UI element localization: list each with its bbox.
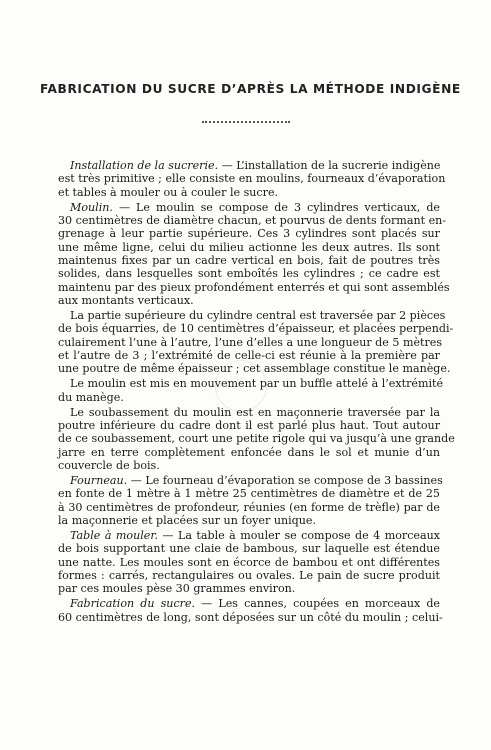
text-line: [58, 473, 443, 487]
text-line: [58, 186, 440, 199]
line-text: par ces moules pèse 30 grammes environ.: [58, 582, 296, 596]
text-line: [58, 213, 447, 227]
line-text: solides, dans lesquelles sont emboîtés les cylindres ; ce cadre est: [58, 267, 440, 281]
text-line: [58, 501, 440, 514]
text-line: [58, 349, 440, 362]
line-text: une poutre de même épaisseur ; cet assemblage constitue le manège.: [58, 362, 451, 376]
line-text: — La table à mouler se compose de 4 morceaux: [157, 528, 440, 542]
text-line: [58, 419, 440, 432]
paragraph: [58, 159, 446, 199]
text-line: [58, 241, 440, 254]
paragraph: [58, 308, 454, 376]
text-line: [58, 322, 454, 336]
paragraph: [58, 529, 440, 596]
line-text: à 30 centimètres de profondeur, réunies (en forme de trèfle) par de: [58, 500, 440, 514]
paragraph: [58, 473, 443, 527]
title-ornament-rule: [202, 121, 290, 123]
line-text: en fonte de 1 mètre à 1 mètre 25 centimètres de diamètre et de 25: [58, 487, 440, 501]
line-text: maintenu par des pieux profondément enterrés et qui sont assemblés: [58, 280, 450, 294]
line-text: est très primitive ; elle consiste en moulins, fourneaux d’évaporation: [58, 172, 446, 186]
line-text: jarre en terre complètement enfoncée dans le sol et munie d’un: [58, 445, 440, 459]
line-text: de bois supportant une claie de bambous, sur laquelle est étendue: [58, 542, 440, 556]
text-line: [58, 446, 440, 459]
text-line: [58, 267, 440, 280]
line-text: — Le moulin se compose de 3 cylindres verticaux, de: [112, 200, 440, 214]
paragraph: [58, 597, 443, 624]
line-text: de bois équarries, de 10 centimètres d’épaisseur, et placées perpendi-: [58, 322, 454, 336]
line-text: et l’autre de 3 ; l’extrémité de celle-ci est réunie à la première par: [58, 349, 440, 362]
paragraph-lead-heading: Fourneau.: [70, 473, 128, 487]
line-text: du manège.: [58, 390, 124, 404]
line-text: — L’installation de la sucrerie indigène: [218, 159, 441, 172]
line-text: — Les cannes, coupées en morceaux de: [195, 597, 440, 611]
text-line: [58, 335, 443, 349]
line-text: maintenus fixes par un cadre vertical en bois, fait de poutres très: [58, 254, 440, 267]
text-line: [58, 514, 440, 527]
line-text: formes : carrés, rectangulaires ou ovales. Le pain de sucre produit: [58, 568, 440, 582]
text-line: [58, 556, 440, 569]
line-text: une natte. Les moules sont en écorce de bambou et ont différentes: [58, 555, 440, 569]
text-line: [58, 529, 440, 542]
line-text: 60 centimètres de long, sont déposées sur un côté du moulin ; celui-: [58, 610, 443, 624]
text-line: [58, 542, 440, 555]
paragraph: [58, 405, 455, 473]
text-line: [58, 487, 440, 500]
line-text: aux montants verticaux.: [58, 294, 194, 308]
text-line: [58, 582, 440, 595]
text-line: [58, 308, 446, 322]
text-line: [58, 294, 440, 307]
line-text: Le soubassement du moulin est en maçonnerie traversée par la: [70, 405, 440, 419]
line-text: une même ligne, celui du milieu actionne les deux autres. Ils sont: [58, 240, 440, 254]
paragraph: [58, 377, 444, 404]
text-line: [58, 227, 440, 240]
line-text: Le moulin est mis en mouvement par un buffle attelé à l’extrémité: [70, 377, 444, 391]
line-text: grenage à leur partie supérieure. Ces 3 cylindres sont placés sur: [58, 227, 440, 241]
line-text: — Le fourneau d’évaporation se compose de 3 bassines: [127, 473, 443, 487]
text-line: [58, 610, 443, 624]
text-line: [58, 432, 455, 446]
paragraph: [58, 200, 450, 308]
text-line: [58, 159, 440, 172]
line-text: culairement l’une à l’autre, l’une d’elles a une longueur de 5 mètres: [58, 335, 443, 349]
line-text: 30 centimètres de diamètre chacun, et pourvus de dents formant en-: [58, 213, 447, 227]
text-line: [58, 377, 444, 391]
line-text: couvercle de bois.: [58, 458, 160, 472]
line-text: et tables à mouler ou à couler le sucre.: [58, 185, 279, 199]
line-text: poutre inférieure du cadre dont il est parlé plus haut. Tout autour: [58, 418, 440, 432]
text-line: [58, 362, 451, 376]
line-text: de ce soubassement, court une petite rigole qui va jusqu’à une grande: [58, 432, 455, 446]
text-line: [58, 254, 440, 267]
text-line: [58, 597, 440, 610]
text-line: [58, 569, 440, 582]
line-text: la maçonnerie et placées sur un foyer unique.: [58, 513, 316, 527]
text-line: [58, 391, 440, 404]
document-body: [58, 159, 455, 625]
paragraph-lead-heading: Moulin.: [70, 200, 113, 214]
paragraph-lead-heading: Fabrication du sucre.: [70, 597, 196, 611]
text-line: [58, 201, 440, 214]
text-line: [58, 172, 446, 186]
line-text: La partie supérieure du cylindre central est traversée par 2 pièces: [70, 308, 446, 322]
paragraph-lead-heading: Installation de la sucrerie.: [70, 159, 219, 172]
paragraph-lead-heading: Table à mouler.: [70, 528, 158, 542]
page-title: FABRICATION DU SUCRE D’APRÈS LA MÉTHODE INDIGÈNE: [40, 82, 461, 96]
text-line: [58, 406, 440, 419]
text-line: [58, 459, 440, 472]
text-line: [58, 280, 450, 294]
